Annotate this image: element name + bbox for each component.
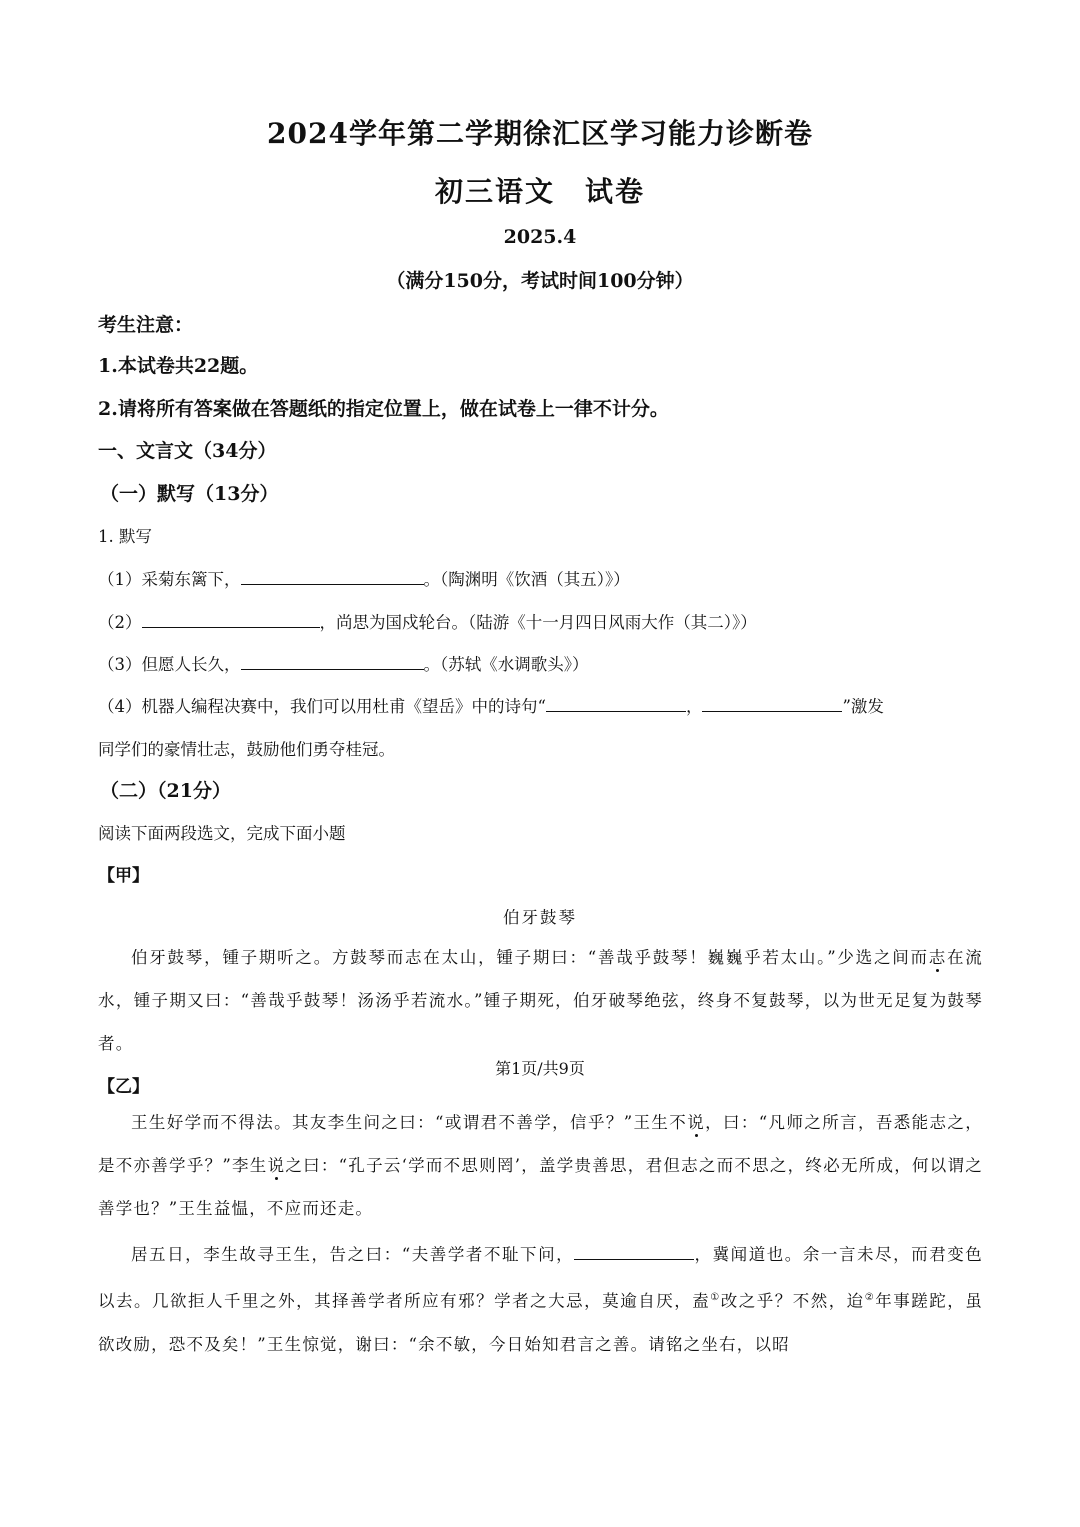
emphasis-dot-char: 志 [928, 948, 948, 967]
passage-yi-paragraph-1 [98, 1101, 983, 1230]
question-1-2 [98, 609, 988, 633]
exam-title: 2024学年第二学期徐汇区学习能力诊断卷 [267, 117, 813, 150]
passage-jia-text-part: 伯牙鼓琴，锺子期听之。方鼓琴而志在太山，锺子期曰：“善哉乎鼓琴！巍巍乎若太山。”少选之间而 [131, 948, 929, 967]
footnote-marker: ① [710, 1292, 721, 1303]
answer-blank [546, 693, 686, 712]
notice-heading: 考生注意： [98, 314, 194, 336]
passage-yi-text-part: 王生好学而不得法。其友李生问之曰：“或谓君不善学，信乎？”王生不 [131, 1113, 688, 1132]
answer-blank [241, 566, 424, 585]
notice-item-1: 1.本试卷共22题。 [98, 355, 259, 377]
q1-3-suffix: 。（苏轼《水调歌头》） [423, 655, 589, 674]
reading-instruction: 阅读下面两段选文，完成下面小题 [98, 824, 346, 843]
exam-subtitle: 初三语文 试卷 [434, 175, 645, 208]
page-number: 第1页/共9页 [495, 1059, 585, 1078]
passage-yi-text-part: ，冀闻道也。余一言未尽，而君变色以去。几欲拒人千里之外，其择善学者所应有邪？学者之大忌，莫逾自厌，盍 [98, 1245, 984, 1311]
passage-jia-text-part: 在流水，锺子期又曰：“善哉乎鼓琴！汤汤乎若流水。”锺子期死，伯牙破琴绝弦，终身不复鼓琴，以为世无足复为鼓琴者。 [98, 948, 984, 1053]
q1-4-prefix: （4）机器人编程决赛中，我们可以用杜甫《望岳》中的诗句“ [98, 697, 546, 716]
answer-blank [142, 609, 320, 628]
q1-4-comma: ， [685, 697, 703, 716]
emphasis-dot-char: 说 [267, 1156, 286, 1175]
q1-1-prefix: （1）采菊东篱下， [98, 570, 241, 589]
section-1-title: 一、文言文（34分） [98, 440, 277, 462]
passage-yi-label: 【乙】 [98, 1077, 149, 1097]
answer-blank [241, 651, 424, 670]
question-1-4-continued: 同学们的豪情壮志，鼓励他们勇夺桂冠。 [98, 740, 395, 759]
passage-jia-label: 【甲】 [98, 866, 149, 886]
passage-yi-text-part: 居五日，李生故寻王生，告之曰：“夫善学者不耻下问， [131, 1245, 575, 1264]
q1-4-suffix: ”激发 [842, 697, 884, 716]
question-1-label: 1. 默写 [98, 527, 152, 546]
score-info: （满分150分，考试时间100分钟） [386, 270, 694, 292]
notice-item-2: 2.请将所有答案做在答题纸的指定位置上，做在试卷上一律不计分。 [98, 398, 669, 420]
passage-yi-text-part: ，曰：“凡师之所言，吾悉能志之，是不亦善学乎？”李生 [98, 1113, 983, 1175]
question-1-1 [98, 566, 988, 590]
answer-blank [574, 1241, 694, 1260]
passage-jia-title: 伯牙鼓琴 [503, 908, 577, 927]
question-1-3 [98, 651, 988, 675]
passage-jia-text [98, 936, 983, 1065]
answer-blank [702, 693, 842, 712]
passage-yi-paragraph-2 [98, 1233, 983, 1366]
passage-yi-text-part: 年事蹉跎，虽欲改励，恐不及矣！”王生惊觉，谢曰：“余不敏，今日始知君言之善。请铭之坐右，以昭 [98, 1291, 983, 1354]
passage-yi-text-part: 之曰：“孔子云‘学而不思则罔’，盖学贵善思，君但志之而不思之，终必无所成，何以谓之善学也？”王生益愠，不应而还走。 [98, 1156, 984, 1218]
passage-yi-text-part: 改之乎？不然，迨 [720, 1291, 865, 1311]
part-1-title: （一）默写（13分） [100, 483, 279, 505]
part-2-title: （二）（21分） [100, 780, 231, 802]
q1-3-prefix: （3）但愿人长久， [98, 655, 241, 674]
question-1-4 [98, 693, 988, 717]
q1-2-prefix: （2） [98, 613, 142, 632]
footnote-marker: ② [864, 1292, 876, 1303]
q1-1-suffix: 。（陶渊明《饮酒（其五）》） [423, 570, 630, 589]
q1-2-suffix: ，尚思为国戍轮台。（陆游《十一月四日风雨大作（其二）》） [319, 613, 757, 632]
emphasis-dot-char: 说 [687, 1113, 706, 1132]
exam-date: 2025.4 [503, 226, 577, 248]
